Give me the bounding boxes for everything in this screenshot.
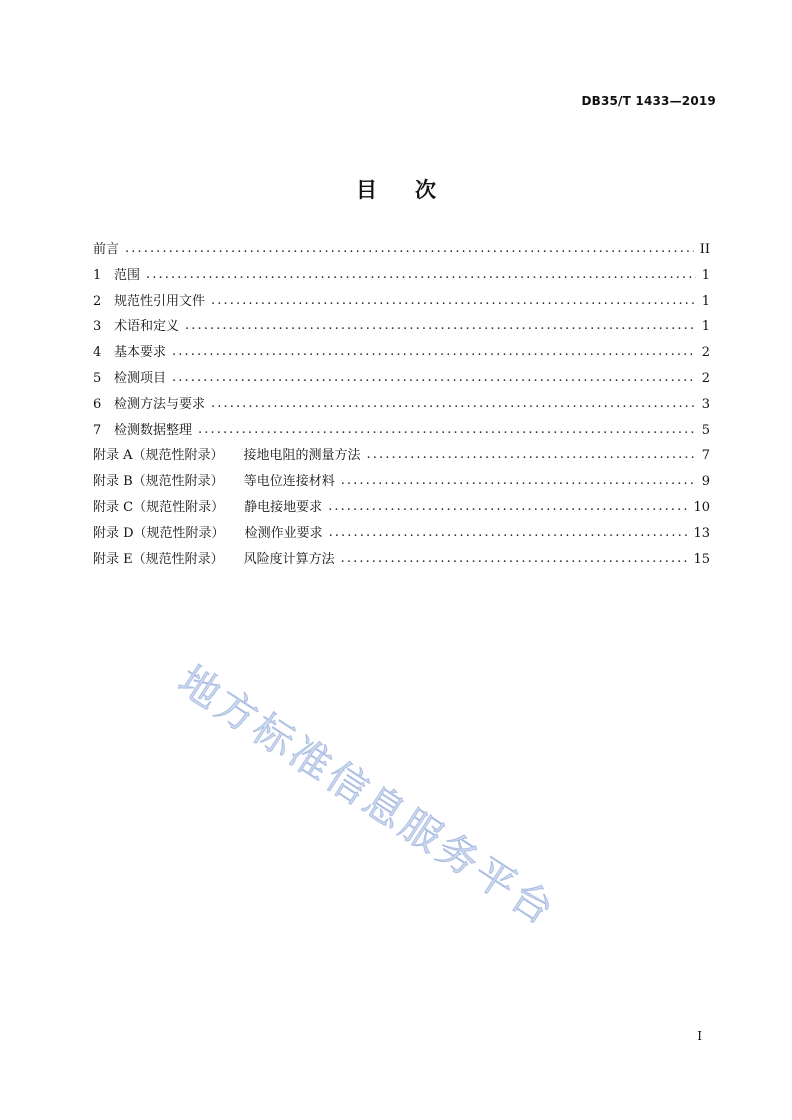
toc-entry[interactable] xyxy=(93,341,710,367)
toc-entry-subtitle: 风险度计算方法 xyxy=(243,551,335,567)
toc-entry-label: 范围 xyxy=(114,267,141,283)
toc-entry-label: 检测项目 xyxy=(114,370,167,386)
toc-entry-page: 2 xyxy=(701,345,710,361)
toc-entry[interactable] xyxy=(93,522,710,548)
toc-entry[interactable] xyxy=(93,290,710,316)
toc-leader-dots xyxy=(172,344,696,359)
toc-entry-page: 1 xyxy=(701,319,710,335)
toc-entry[interactable] xyxy=(93,444,710,470)
toc-entry-page: 2 xyxy=(701,370,710,386)
toc-leader-dots xyxy=(329,525,688,540)
toc-entry-title xyxy=(93,444,361,463)
toc-entry[interactable] xyxy=(93,419,710,445)
toc-leader-dots xyxy=(198,422,696,437)
toc-entry-page: 1 xyxy=(701,293,710,309)
toc-entry-label: 术语和定义 xyxy=(114,319,180,335)
toc-entry-label: 基本要求 xyxy=(114,345,167,361)
toc-entry-subtitle: 接地电阻的测量方法 xyxy=(243,448,361,464)
toc-entry[interactable] xyxy=(93,393,710,419)
table-of-contents xyxy=(93,238,710,573)
toc-leader-dots xyxy=(172,370,696,385)
toc-entry-label: 附录 A（规范性附录） xyxy=(93,448,224,464)
toc-entry-title xyxy=(93,290,205,309)
toc-leader-dots xyxy=(146,267,696,282)
toc-entry-title xyxy=(93,264,140,283)
toc-leader-dots xyxy=(211,396,696,411)
toc-entry-title xyxy=(93,341,166,360)
toc-leader-dots xyxy=(341,473,696,488)
toc-entry-page: 5 xyxy=(701,422,710,438)
toc-leader-dots xyxy=(211,293,696,308)
toc-entry-title xyxy=(93,238,119,257)
toc-entry[interactable] xyxy=(93,548,710,574)
toc-entry-page: 3 xyxy=(701,396,710,412)
toc-entry-number: 7 xyxy=(93,422,102,438)
toc-entry-number: 2 xyxy=(93,293,102,309)
toc-entry-title xyxy=(93,367,166,386)
toc-entry-label: 规范性引用文件 xyxy=(114,293,206,309)
toc-entry-title xyxy=(93,315,179,334)
toc-entry[interactable] xyxy=(93,496,710,522)
toc-entry-label: 检测数据整理 xyxy=(114,422,193,438)
toc-leader-dots xyxy=(341,551,688,566)
toc-leader-dots xyxy=(367,447,696,462)
watermark: 地方标准信息服务平台 xyxy=(170,657,565,936)
toc-entry-number: 3 xyxy=(93,319,102,335)
toc-entry-page: 10 xyxy=(693,499,710,515)
toc-entry[interactable] xyxy=(93,315,710,341)
toc-leader-dots xyxy=(328,499,687,514)
title-part-1: 目 xyxy=(356,178,377,202)
toc-entry[interactable] xyxy=(93,470,710,496)
toc-entry-page: 9 xyxy=(701,474,710,490)
toc-entry-title xyxy=(93,470,335,489)
title-part-2: 次 xyxy=(415,178,436,202)
toc-entry-label: 附录 E（规范性附录） xyxy=(93,551,224,567)
toc-entry-subtitle: 静电接地要求 xyxy=(244,499,323,515)
toc-entry-title xyxy=(93,419,192,438)
toc-entry-number: 4 xyxy=(93,345,102,361)
toc-entry-label: 附录 C（规范性附录） xyxy=(93,499,225,515)
toc-entry[interactable] xyxy=(93,264,710,290)
toc-entry-label: 前言 xyxy=(93,242,120,257)
toc-entry-page: 15 xyxy=(693,551,710,567)
toc-entry-number: 1 xyxy=(93,267,102,283)
toc-entry-page: 7 xyxy=(701,448,710,464)
page-number: I xyxy=(697,1029,702,1043)
document-code: DB35/T 1433—2019 xyxy=(581,94,716,108)
toc-leader-dots xyxy=(185,318,696,333)
toc-entry-label: 检测方法与要求 xyxy=(114,396,206,412)
toc-entry-subtitle: 检测作业要求 xyxy=(244,525,323,541)
toc-entry-number: 6 xyxy=(93,396,102,412)
toc-leader-dots xyxy=(125,241,694,256)
toc-entry[interactable] xyxy=(93,367,710,393)
toc-entry-subtitle: 等电位连接材料 xyxy=(243,474,335,490)
toc-entry-label: 附录 D（规范性附录） xyxy=(93,525,225,541)
page-title xyxy=(0,174,792,204)
toc-entry[interactable] xyxy=(93,238,710,264)
toc-entry-page: 1 xyxy=(701,267,710,283)
toc-entry-title xyxy=(93,496,322,515)
toc-entry-page: II xyxy=(699,242,710,257)
toc-entry-title xyxy=(93,393,205,412)
toc-entry-number: 5 xyxy=(93,370,102,386)
toc-entry-label: 附录 B（规范性附录） xyxy=(93,474,224,490)
toc-entry-title xyxy=(93,548,335,567)
toc-entry-title xyxy=(93,522,323,541)
toc-entry-page: 13 xyxy=(693,525,710,541)
